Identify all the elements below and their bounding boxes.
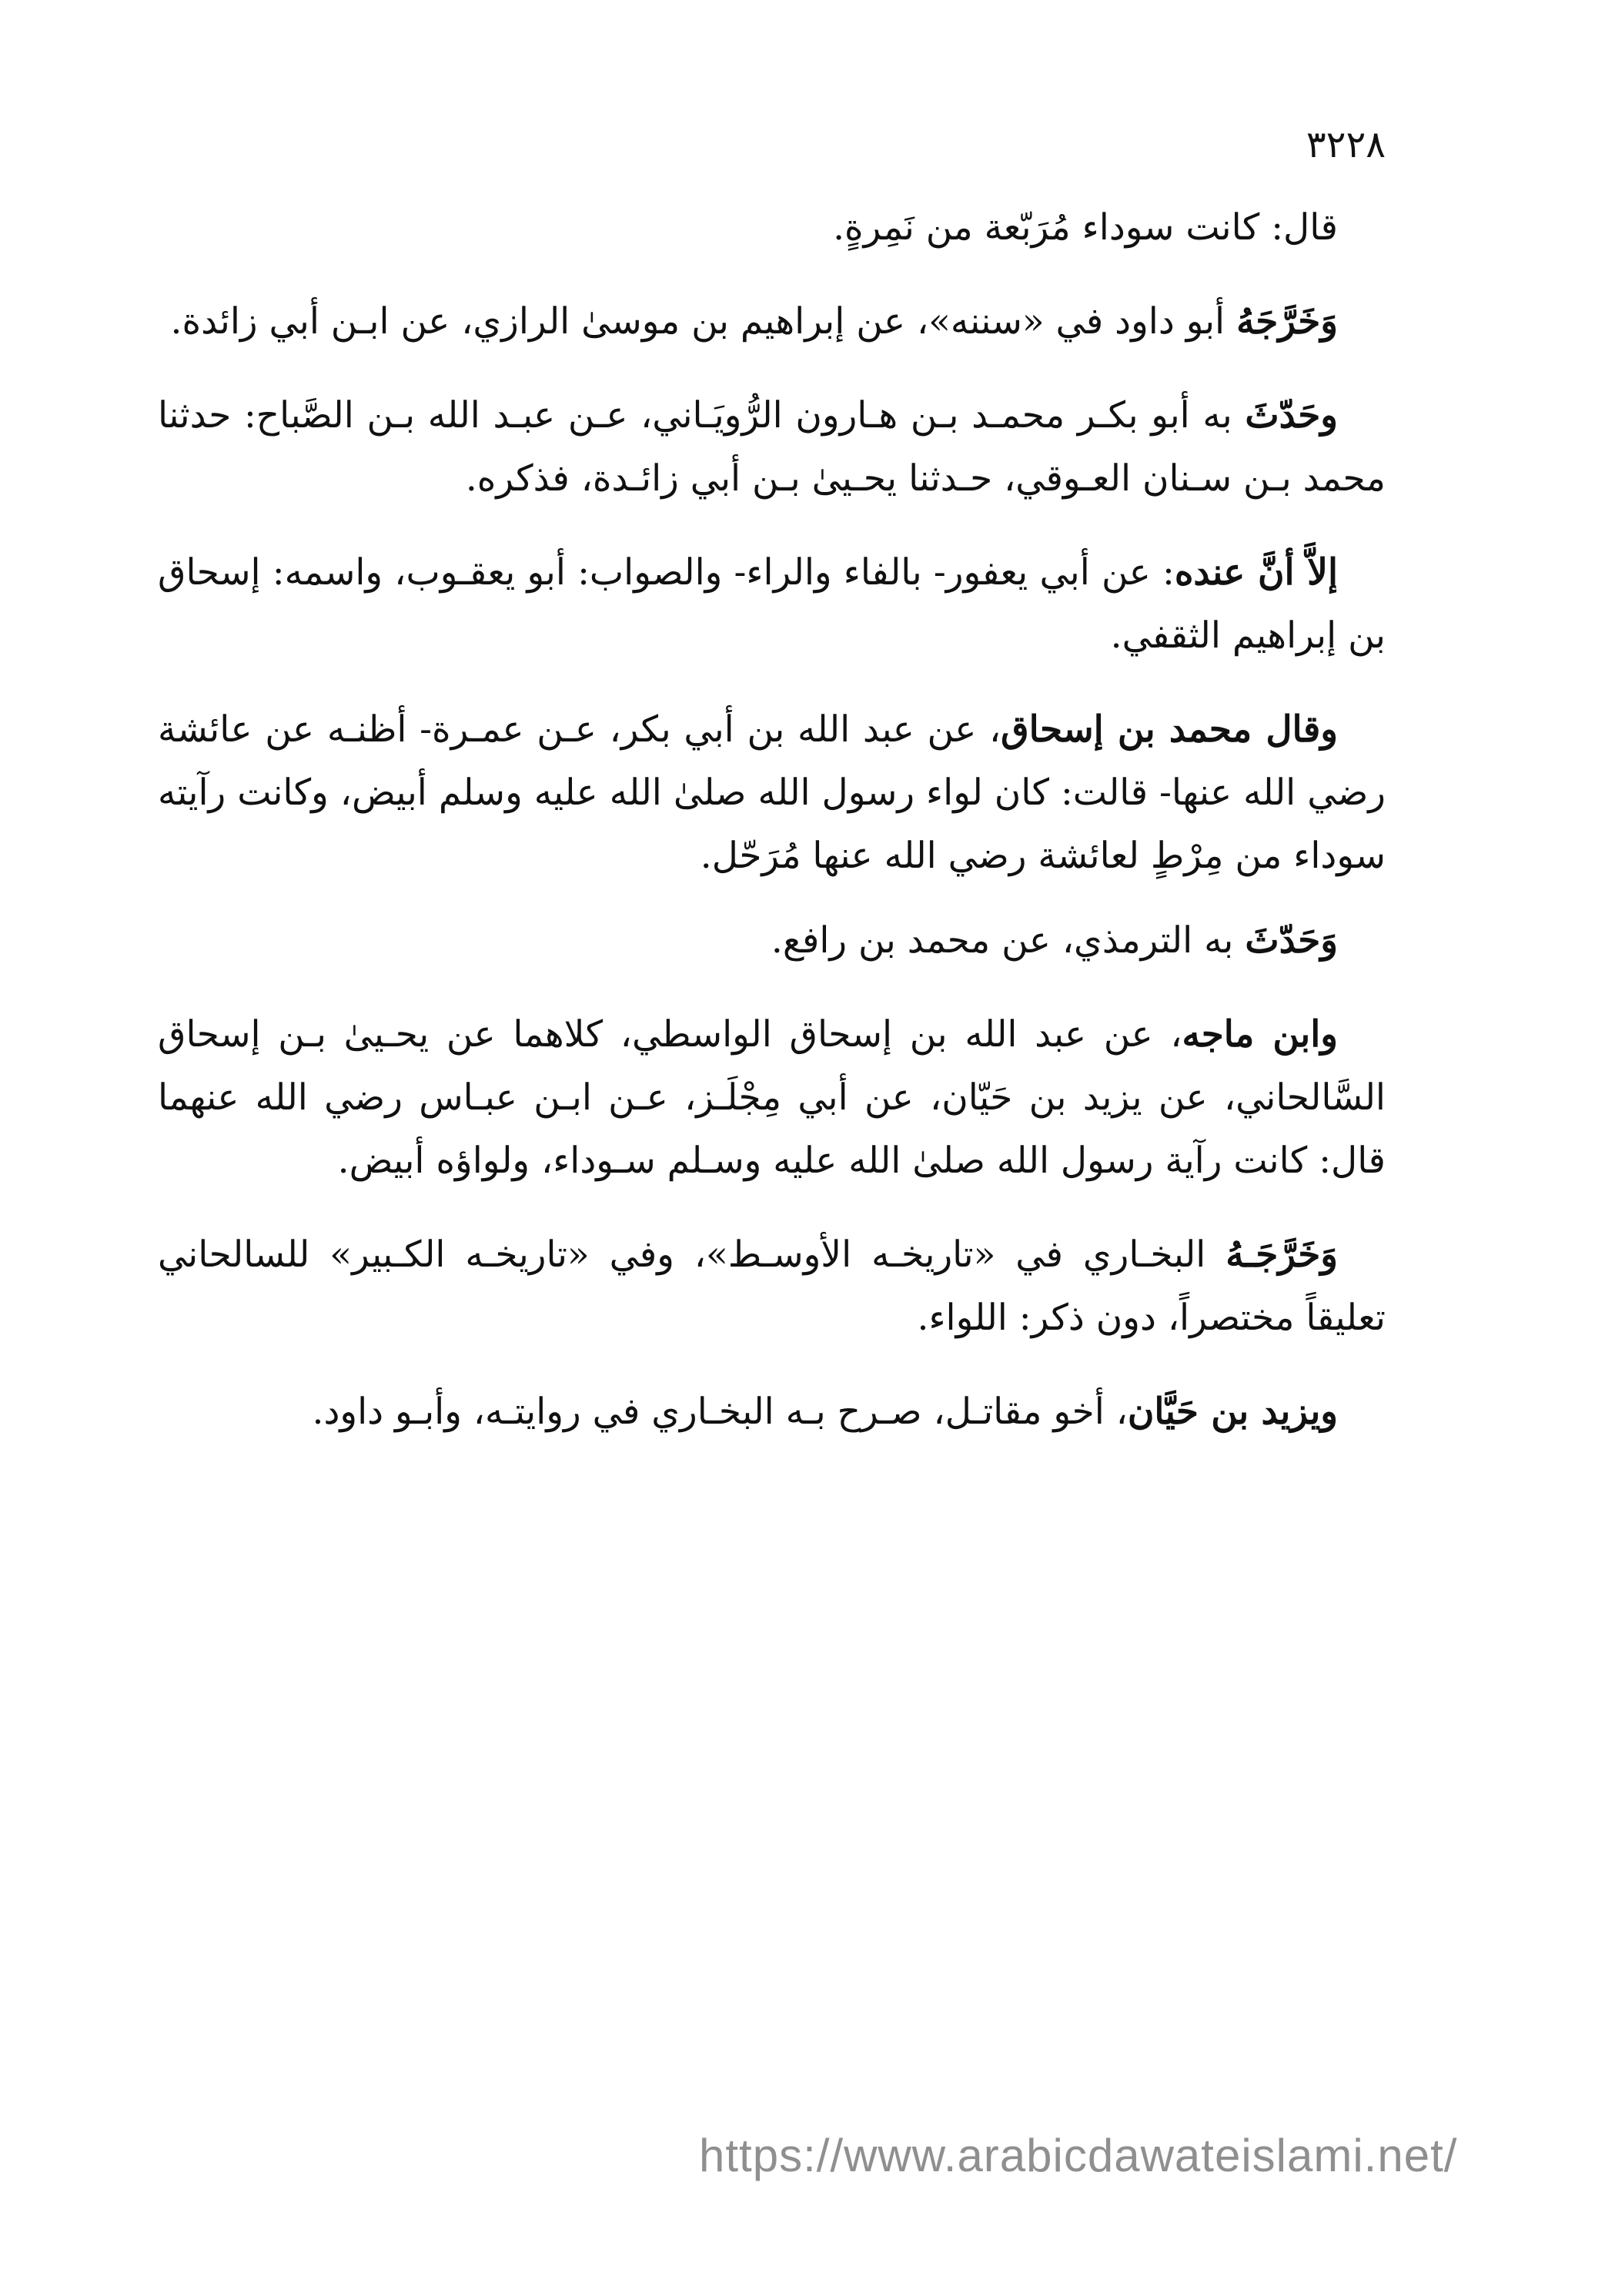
paragraph-text: ، أخو مقاتـل، صـرح بـه البخـاري في روايتـه، وأبـو داود. bbox=[312, 1391, 1128, 1433]
paragraph-lead: ويزيد بن حَيَّان bbox=[1127, 1391, 1338, 1433]
paragraph-lead: وحَدّثَ bbox=[1245, 394, 1338, 437]
paragraph bbox=[158, 1223, 1386, 1350]
paragraph-lead: وابن ماجه bbox=[1182, 1013, 1338, 1056]
paragraph bbox=[158, 1003, 1386, 1193]
paragraph-text: ، عن عبد الله بن أبي بكر، عـن عمـرة- أظنـه عن عائشة رضي الله عنها- قالت: كان لواء رسول الله صلىٰ الله عليه وسلم أبيض، وكانت رآيته سوداء من مِرْطٍ لعائشة رضي الله عنها مُرَحّل. bbox=[158, 708, 1386, 877]
paragraph-text: ، عن عبد الله بن إسحاق الواسطي، كلاهما عن يحـيىٰ بـن إسحاق السَّالحاني، عن يزيد بن حَيّان، عن أبي مِجْلَـز، عـن ابـن عبـاس رضي الله عنهما قال: كانت رآية رسول الله صلىٰ الله عليه وسـلم سـوداء، ولواؤه أبيض. bbox=[158, 1013, 1386, 1182]
paragraph-text: به الترمذي، عن محمد بن رافع. bbox=[771, 919, 1246, 962]
watermark-url: https://www.arabicdawateislami.net/ bbox=[699, 2130, 1458, 2181]
paragraph-text: البخـاري في «تاريخـه الأوسـط»، وفي «تاريخـه الكـبير» للسالحاني تعليقاً مختصراً، دون ذكر: اللواء. bbox=[158, 1233, 1386, 1339]
paragraph-text: أبو داود في «سننه»، عن إبراهيم بن موسىٰ الرازي، عن ابـن أبي زائدة. bbox=[170, 300, 1237, 343]
paragraph-lead: وقال محمد بن إسحاق bbox=[1001, 708, 1338, 751]
paragraph bbox=[158, 1381, 1386, 1444]
paragraph-lead: وَخَرَّجَـهُ bbox=[1225, 1233, 1338, 1276]
paragraph-lead: وَحَدّثَ bbox=[1245, 919, 1338, 962]
paragraph-text: به أبو بكـر محمـد بـن هـارون الرُّويَـاني، عـن عبـد الله بـن الصَّباح: حدثنا محمد بـن سـنان العـوقي، حـدثنا يحـيىٰ بـن أبي زائـدة، فذكره. bbox=[158, 394, 1386, 500]
paragraph bbox=[158, 698, 1386, 888]
text-body bbox=[158, 196, 1386, 1474]
paragraph-lead: وَخَرَّجَهُ bbox=[1236, 300, 1338, 343]
paragraph bbox=[158, 909, 1386, 972]
paragraph bbox=[158, 196, 1386, 259]
paragraph bbox=[158, 290, 1386, 353]
page-number: ٣٢٢٨ bbox=[1306, 123, 1386, 166]
paragraph-lead: إلاَّ أنَّ عنده bbox=[1174, 551, 1338, 594]
paragraph bbox=[158, 541, 1386, 668]
paragraph-text: : عن أبي يعفور- بالفاء والراء- والصواب: أبو يعقـوب، واسمه: إسحاق بن إبراهيم الثقفي. bbox=[158, 551, 1386, 657]
paragraph-text: قال: كانت سوداء مُرَبّعة من نَمِرةٍ. bbox=[833, 206, 1338, 249]
paragraph bbox=[158, 384, 1386, 510]
